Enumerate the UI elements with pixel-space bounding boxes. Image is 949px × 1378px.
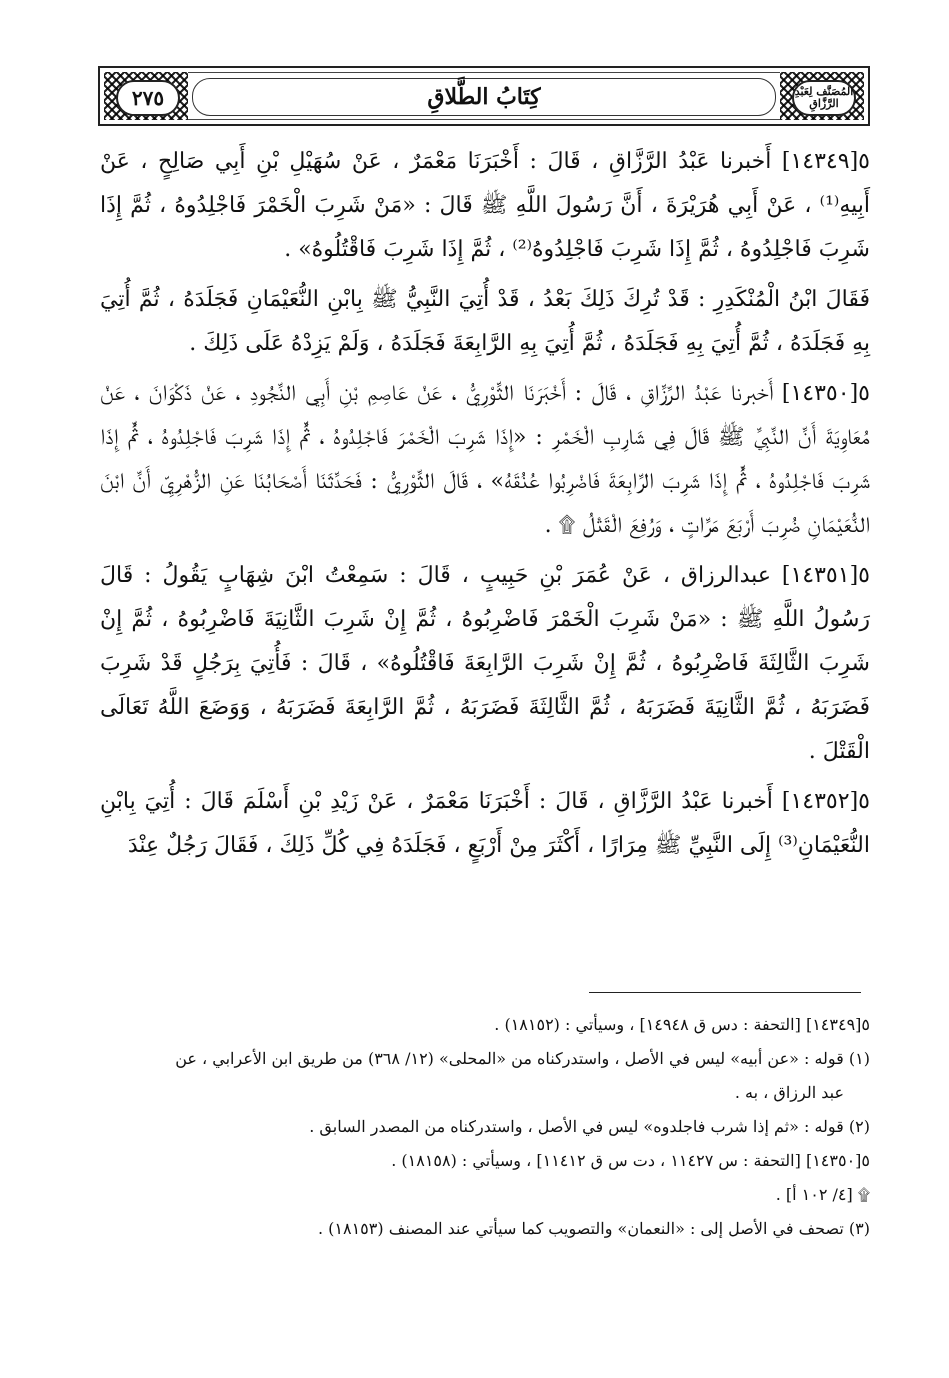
footnote-3: (٣) تصحف في الأصل إلى : «النعمان» والتصويب كما سيأتي عند المصنف (١٨١٥٣) . [317,1219,870,1238]
running-header [98,66,870,126]
chapter-title: كِتَابُ الطَّلاقِ [192,78,776,116]
footnote-manuscript-ref: ۩ [٤/ ١٠٢ أ] . [775,1185,870,1204]
commentary-ibn-munkadir: فَقَالَ ابْنُ الْمُنْكَدِرِ : قَدْ تُرِكَ ذَلِكَ بَعْدُ ، قَدْ أُتِيَ النَّبِيُّ ﷺ بِابْنِ النُّعَيْمَانِ فَجَلَدَهُ ، ثُمَّ أُتِيَ بِهِ فَجَلَدَهُ ، ثُمَّ أُتِيَ بِهِ فَجَلَدَهُ ، ثُمَّ أُتِيَ بِهِ الرَّابِعَةَ فَجَلَدَهُ ، وَلَمْ يَزِدْهُ عَلَى ذَلِكَ . [100,287,870,356]
hadith-14350: ٥[١٤٣٥٠] أَخبرنا عَبْدُ الرَّزَّاقِ ، قَالَ : أَخْبَرَنَا الثَّوْرِيُّ ، عَنْ عَاصِمِ بْنِ أَبِي النَّجُودِ ، عَنْ ذَكْوَانَ ، عَنْ مُعَاوِيَةَ أَنَّ النَّبِيَّ ﷺ قَالَ فِي شَارِبِ الْخَمْرِ : «إِذَا شَرِبَ الْخَمْرَ فَاجْلِدُوهُ ، ثُمَّ إِذَا شَرِبَ فَاجْلِدُوهُ ، ثُمَّ إِذَا شَرِبَ فَاجْلِدُوهُ ، ثُمَّ إِذَا شَرِبَ الرَّابِعَةَ فَاضْرِبُوا عُنُقَهُ» ، قَالَ الثَّوْرِيُّ : فَحَدَّثَنَا أَصْحَابُنَا عَنِ الزُّهْرِيِّ أَنَّ ابْنَ النُّعَيْمَانِ ضُرِبَ أَرْبَعَ مَرَّاتٍ ، وَرُفِعَ الْقَتْلُ ۩ . [100,381,870,538]
hadith-14351: ٥[١٤٣٥١] عبدالرزاق ، عَنْ عُمَرَ بْنِ حَبِيبٍ ، قَالَ : سَمِعْتُ ابْنَ شِهَابٍ يَقُولُ : قَالَ رَسُولُ اللَّهِ ﷺ : «مَنْ شَرِبَ الْخَمْرَ فَاضْرِبُوهُ ، ثُمَّ إِنْ شَرِبَ الثَّانِيَةَ فَاضْرِبُوهُ ، ثُمَّ إِنْ شَرِبَ الثَّالِثَةَ فَاضْرِبُوهُ ، ثُمَّ إِنْ شَرِبَ الرَّابِعَةَ فَاقْتُلُوهُ» ، قَالَ : فَأُتِيَ بِرَجُلٍ قَدْ شَرِبَ فَضَرَبَهُ ، ثُمَّ الثَّانِيَةَ فَضَرَبَهُ ، ثُمَّ الثَّالِثَةَ فَضَرَبَهُ ، ثُمَّ الرَّابِعَةَ فَضَرَبَهُ ، وَوَضَعَ اللَّهُ تَعَالَى الْقَتْلَ . [100,563,870,764]
footnote-takhrij-14349: ٥[١٤٣٤٩] [التحفة : دس ق ١٤٩٤٨] ، وسيأتي : (١٨١٥٢) . [494,1015,870,1034]
main-text [100,140,870,874]
page-number: ٢٧٥ [116,80,180,116]
hadith-14349: ٥[١٤٣٤٩] أَخبرنا عَبْدُ الرَّزَّاقِ ، قَالَ : أَخْبَرَنَا مَعْمَرٌ ، عَنْ سُهَيْلِ بْنِ أَبِي صَالِحٍ ، عَنْ أَبِيهِ⁽¹⁾ ، عَنْ أَبِي هُرَيْرَةَ ، أَنَّ رَسُولَ اللَّهِ ﷺ قَالَ : «مَنْ شَرِبَ الْخَمْرَ فَاجْلِدُوهُ ، ثُمَّ إِذَا شَرِبَ فَاجْلِدُوهُ ، ثُمَّ إِذَا شَرِبَ فَاجْلِدُوهُ⁽²⁾ ، ثُمَّ إِذَا شَرِبَ فَاقْتُلُوهُ» . [100,149,870,262]
book-logo: المُصَنَّف لِعَبْدِ الرَّزَّاقِ [792,80,856,116]
footnote-takhrij-14350: ٥[١٤٣٥٠] [التحفة : س ١١٤٢٧ ، دت س ق ١١٤١٢] ، وسيأتي : (١٨١٥٨) . [391,1151,870,1170]
page-number-ornament [104,72,188,120]
footnotes [96,1008,870,1246]
footnote-separator [589,992,861,993]
footnote-1: (١) قوله : «عن أبيه» ليس في الأصل ، واستدركناه من «المحلى» (١٢/ ٣٦٨) من طريق ابن الأعرابي ، عن [175,1049,870,1068]
hadith-14352: ٥[١٤٣٥٢] أَخبرنا عَبْدُ الرَّزَّاقِ ، قَالَ : أَخْبَرَنَا مَعْمَرٌ ، عَنْ زَيْدِ بْنِ أَسْلَمَ قَالَ : أُتِيَ بِابْنِ النُّعَيْمَانِ⁽³⁾ إِلَى النَّبِيِّ ﷺ مِرَارًا ، أَكْثَرَ مِنْ أَرْبَعٍ ، فَجَلَدَهُ فِي كُلِّ ذَلِكَ ، فَقَالَ رَجُلٌ عِنْدَ [100,789,870,858]
book-logo-ornament [780,72,864,120]
footnote-1-continued: عبد الرزاق ، به . [734,1083,844,1102]
footnote-2: (٢) قوله : «ثم إذا شرب فاجلدوه» ليس في الأصل ، واستدركناه من المصدر السابق . [309,1117,870,1136]
